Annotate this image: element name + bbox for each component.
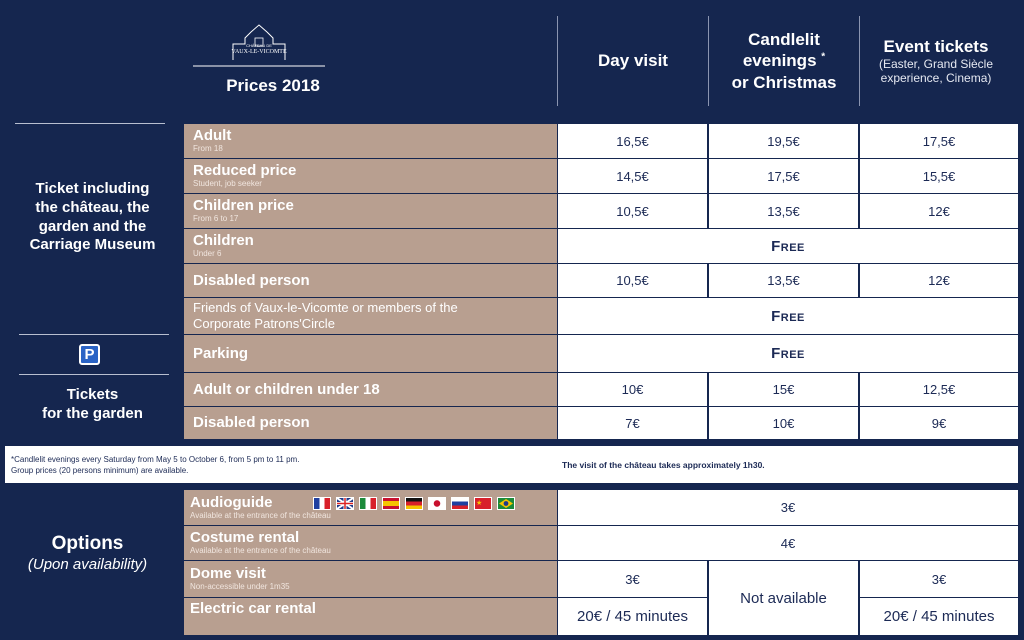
group-ticket-including: Ticket including the château, the garden and the Carriage Museum <box>29 180 156 254</box>
adult-event-price: 17,5€ <box>860 124 1018 158</box>
language-flags <box>308 495 515 511</box>
row-label-audioguide: Audioguide Available at the entrance of the château <box>184 490 557 525</box>
garden-disabled-candle-price: 10€ <box>709 407 858 439</box>
audioguide-price: 3€ <box>558 490 1018 525</box>
group-rule-top <box>15 123 165 124</box>
logo-name: VAUX-LE-VICOMTE <box>231 49 287 55</box>
russian-flag-icon <box>451 497 469 510</box>
row-label-reduced: Reduced price Student, job seeker <box>184 159 557 193</box>
notes-band <box>5 446 1018 483</box>
header-event-tickets: Event tickets (Easter, Grand Siècle experience, Cinema) <box>878 37 994 85</box>
row-label-children-price: Children price From 6 to 17 <box>184 194 557 228</box>
chinese-flag-icon: ★ <box>474 497 492 510</box>
car-day-price: 20€ / 45 minutes <box>558 598 707 635</box>
not-available: Not available <box>709 561 858 635</box>
row-label-children: Children Under 6 <box>184 229 557 263</box>
note-candlelit: *Candlelit evenings every Saturday from May 5 to October 6, from 5 pm to 11 pm. <box>11 455 300 464</box>
row-label-electric-car: Electric car rental <box>184 598 557 635</box>
garden-adult-candle-price: 15€ <box>709 373 858 406</box>
group-rule-parking-bottom <box>19 374 169 375</box>
spanish-flag-icon <box>382 497 400 510</box>
disabled-event-price: 12€ <box>860 264 1018 297</box>
header-candlelit: Candlelit evenings * or Christmas <box>731 30 837 92</box>
uk-flag-icon <box>336 497 354 510</box>
row-label-friends: Friends of Vaux-le-Vicomte or members of the Corporate Patrons'Circle <box>184 298 557 334</box>
dome-event-price: 3€ <box>860 561 1018 597</box>
row-label-adult: Adult From 18 <box>184 124 557 158</box>
costume-price: 4€ <box>558 526 1018 560</box>
parking-free: Free <box>558 335 1018 372</box>
parking-icon: P <box>79 344 100 365</box>
german-flag-icon <box>405 497 423 510</box>
row-label-garden-adult: Adult or children under 18 <box>184 373 557 406</box>
row-label-disabled: Disabled person <box>184 264 557 297</box>
french-flag-icon <box>313 497 331 510</box>
group-options: Options (Upon availability) <box>27 533 148 573</box>
adult-day-price: 16,5€ <box>558 124 707 158</box>
row-label-dome: Dome visit Non-accessible under 1m35 <box>184 561 557 597</box>
garden-disabled-event-price: 9€ <box>860 407 1018 439</box>
children-candle-price: 13,5€ <box>709 194 858 228</box>
reduced-day-price: 14,5€ <box>558 159 707 193</box>
header-day-visit: Day visit <box>598 51 668 70</box>
dome-day-price: 3€ <box>558 561 707 597</box>
japanese-flag-icon <box>428 497 446 510</box>
garden-disabled-day-price: 7€ <box>558 407 707 439</box>
children-free: Free <box>558 229 1018 263</box>
car-event-price: 20€ / 45 minutes <box>860 598 1018 635</box>
children-event-price: 12€ <box>860 194 1018 228</box>
row-label-parking: Parking <box>184 335 557 372</box>
reduced-candle-price: 17,5€ <box>709 159 858 193</box>
italian-flag-icon <box>359 497 377 510</box>
note-visit-duration: The visit of the château takes approximately 1h30. <box>562 460 765 470</box>
garden-adult-event-price: 12,5€ <box>860 373 1018 406</box>
row-label-costume: Costume rental Available at the entrance of the château <box>184 526 557 560</box>
note-group: Group prices (20 persons minimum) are available. <box>11 466 189 475</box>
adult-candle-price: 19,5€ <box>709 124 858 158</box>
disabled-day-price: 10,5€ <box>558 264 707 297</box>
row-label-garden-disabled: Disabled person <box>184 407 557 439</box>
friends-free: Free <box>558 298 1018 334</box>
logo <box>193 22 325 72</box>
page-title: Prices 2018 <box>226 76 320 95</box>
reduced-event-price: 15,5€ <box>860 159 1018 193</box>
logo-small-text: CHÂTEAU DE <box>246 43 272 48</box>
disabled-candle-price: 13,5€ <box>709 264 858 297</box>
brazilian-flag-icon <box>497 497 515 510</box>
group-rule-parking-top <box>19 334 169 335</box>
children-day-price: 10,5€ <box>558 194 707 228</box>
group-tickets-garden: Tickets for the garden <box>42 386 143 422</box>
garden-adult-day-price: 10€ <box>558 373 707 406</box>
